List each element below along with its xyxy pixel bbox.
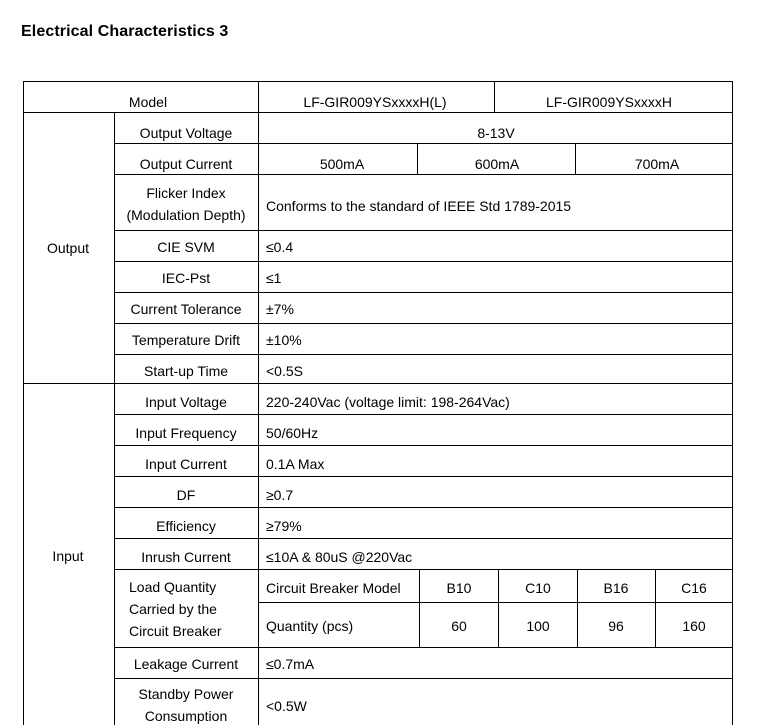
flicker-index-label: Flicker Index (Modulation Depth) (126, 185, 246, 223)
breaker-model-cell: C16 (681, 580, 707, 596)
output-current-value: 700mA (634, 156, 680, 172)
quantity-cell: 160 (682, 618, 706, 634)
model-header-label: Model (128, 94, 168, 110)
startup-time-label: Start-up Time (143, 363, 229, 379)
iec-pst-label: IEC-Pst (161, 270, 211, 286)
input-frequency-label: Input Frequency (135, 425, 237, 441)
output-voltage-label: Output Voltage (139, 125, 233, 141)
standby-power-value: <0.5W (266, 698, 307, 714)
efficiency-label: Efficiency (156, 518, 216, 534)
breaker-model-cell: B10 (446, 580, 472, 596)
output-current-value: 600mA (474, 156, 520, 172)
breaker-model-cell: C10 (525, 580, 551, 596)
input-group-label: Input (52, 548, 84, 564)
leakage-current-label: Leakage Current (133, 656, 239, 672)
standby-power-label: Standby Power Consumption (138, 686, 234, 724)
flicker-index-value: Conforms to the standard of IEEE Std 1789-2015 (266, 198, 572, 214)
input-current-label: Input Current (145, 456, 227, 472)
startup-time-value: <0.5S (266, 363, 303, 379)
quantity-label: Quantity (pcs) (266, 618, 354, 634)
temperature-drift-label: Temperature Drift (131, 332, 241, 348)
current-tolerance-value: ±7% (266, 301, 294, 317)
inrush-current-value: ≤10A & 80uS @220Vac (266, 549, 413, 565)
load-quantity-label: Load Quantity Carried by the Circuit Breaker (129, 579, 222, 639)
output-current-value: 500mA (319, 156, 365, 172)
input-voltage-value: 220-240Vac (voltage limit: 198-264Vac) (266, 394, 510, 410)
efficiency-value: ≥79% (266, 518, 302, 534)
output-current-label: Output Current (139, 156, 233, 172)
circuit-breaker-model-label: Circuit Breaker Model (266, 580, 401, 596)
current-tolerance-label: Current Tolerance (130, 301, 242, 317)
output-group-label: Output (46, 240, 90, 256)
page-title: Electrical Characteristics 3 (21, 23, 229, 40)
df-value: ≥0.7 (266, 487, 294, 503)
input-voltage-label: Input Voltage (145, 394, 227, 410)
cie-svm-label: CIE SVM (157, 239, 215, 255)
model-a-header: LF-GIR009YSxxxxH(L) (303, 94, 447, 110)
breaker-model-cell: B16 (603, 580, 629, 596)
temperature-drift-value: ±10% (266, 332, 302, 348)
df-label: DF (176, 487, 196, 503)
quantity-cell: 96 (608, 618, 624, 634)
input-current-value: 0.1A Max (266, 456, 325, 472)
quantity-cell: 100 (526, 618, 550, 634)
iec-pst-value: ≤1 (266, 270, 282, 286)
leakage-current-value: ≤0.7mA (266, 656, 315, 672)
model-b-header: LF-GIR009YSxxxxH (545, 94, 673, 110)
input-frequency-value: 50/60Hz (266, 425, 319, 441)
cie-svm-value: ≤0.4 (266, 239, 294, 255)
inrush-current-label: Inrush Current (141, 549, 231, 565)
quantity-cell: 60 (451, 618, 467, 634)
output-voltage-value: 8-13V (477, 125, 515, 141)
